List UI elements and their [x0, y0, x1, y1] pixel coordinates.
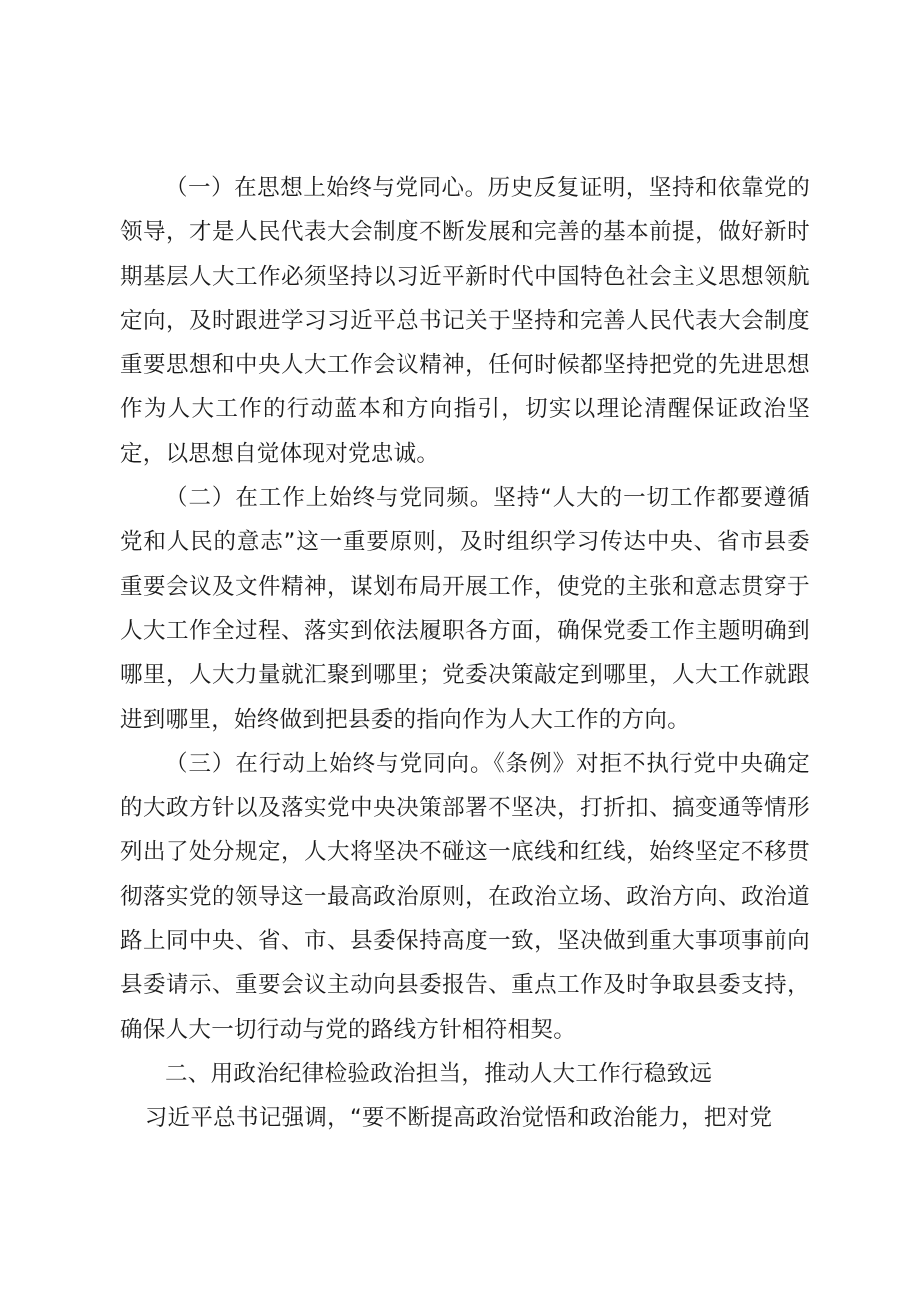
- paragraph-3: （三）在行动上始终与党同向。《条例》对拒不执行党中央确定的大政方针以及落实党中央决策部署不坚决，打折扣、搞变通等情形列出了处分规定，人大将坚决不碰这一底线和红线，始终坚定不移贯彻落实党的领导这一最高政治原则，在政治立场、政治方向、政治道路上同中央、省、市、县委保持高度一致，坚决做到重大事项事前向县委请示、重要会议主动向县委报告、重点工作及时争取县委支持，确保人大一切行动与党的路线方针相符相契。: [120, 750, 810, 1043]
- document-body: [120, 166, 810, 1141]
- paragraph-4: 习近平总书记强调，“要不断提高政治觉悟和政治能力，把对党: [144, 1105, 773, 1132]
- paragraph-2: （二）在工作上始终与党同频。坚持“人大的一切工作都要遵循党和人民的意志”这一重要原则，及时组织学习传达中央、省市县委重要会议及文件精神，谋划布局开展工作，使党的主张和意志贯穿于人大工作全过程、落实到依法履职各方面，确保党委工作主题明确到哪里，人大力量就汇聚到哪里；党委决策敲定到哪里，人大工作就跟进到哪里，始终做到把县委的指向作为人大工作的方向。: [120, 485, 810, 733]
- section-heading: 二、用政治纪律检验政治担当，推动人大工作行稳致远: [165, 1060, 713, 1087]
- paragraph-1: （一）在思想上始终与党同心。历史反复证明，坚持和依靠党的领导，才是人民代表大会制度不断发展和完善的基本前提，做好新时期基层人大工作必须坚持以习近平新时代中国特色社会主义思想领航定向，及时跟进学习习近平总书记关于坚持和完善人民代表大会制度重要思想和中央人大工作会议精神，任何时候都坚持把党的先进思想作为人大工作的行动蓝本和方向指引，切实以理论清醒保证政治坚定，以思想自觉体现对党忠诚。: [120, 175, 810, 467]
